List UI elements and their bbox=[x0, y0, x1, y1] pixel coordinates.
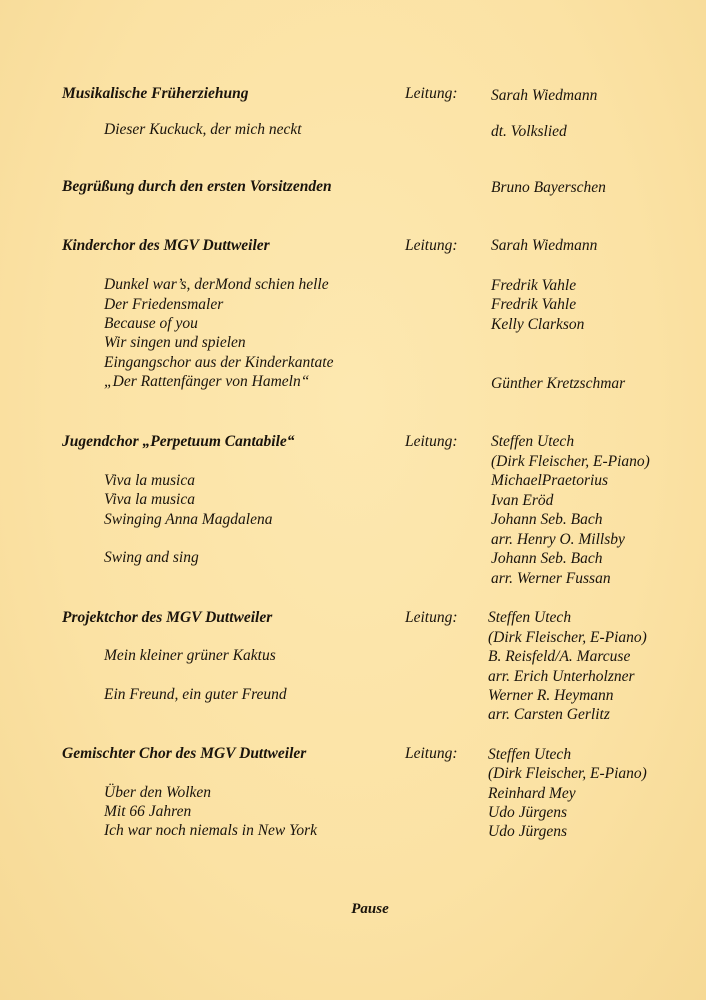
accompanist: (Dirk Fleischer, E-Piano) bbox=[488, 765, 647, 782]
composer: arr. Werner Fussan bbox=[491, 570, 611, 587]
leitung-label: Leitung: bbox=[405, 237, 458, 254]
leitung-label: Leitung: bbox=[405, 745, 458, 762]
composer: Fredrik Vahle bbox=[491, 277, 577, 294]
composer: Udo Jürgens bbox=[488, 804, 568, 821]
song-title: Der Friedensmaler bbox=[104, 296, 224, 313]
section-heading: Begrüßung durch den ersten Vorsitzenden bbox=[62, 178, 332, 195]
composer: Reinhard Mey bbox=[488, 785, 576, 802]
composer: Johann Seb. Bach bbox=[491, 511, 603, 528]
section-heading: Projektchor des MGV Duttweiler bbox=[62, 609, 273, 626]
composer: arr. Erich Unterholzner bbox=[488, 668, 635, 685]
leitung-name: Steffen Utech bbox=[488, 746, 572, 763]
composer: arr. Carsten Gerlitz bbox=[488, 706, 610, 723]
speaker-name: Bruno Bayerschen bbox=[491, 179, 606, 196]
composer: dt. Volkslied bbox=[491, 123, 567, 140]
composer: arr. Henry O. Millsby bbox=[491, 531, 625, 548]
leitung-name: Steffen Utech bbox=[491, 433, 575, 450]
song-title: „Der Rattenfänger von Hameln“ bbox=[104, 373, 310, 390]
section-heading: Jugendchor „Perpetuum Cantabile“ bbox=[62, 433, 295, 450]
pause-label: Pause bbox=[351, 901, 389, 917]
song-title: Viva la musica bbox=[104, 472, 195, 489]
song-title: Viva la musica bbox=[104, 491, 195, 508]
leitung-name: Sarah Wiedmann bbox=[491, 87, 598, 104]
song-title: Über den Wolken bbox=[104, 784, 212, 801]
composer: Johann Seb. Bach bbox=[491, 550, 603, 567]
section-heading: Kinderchor des MGV Duttweiler bbox=[62, 237, 270, 254]
composer: B. Reisfeld/A. Marcuse bbox=[488, 648, 631, 665]
leitung-label: Leitung: bbox=[405, 85, 458, 102]
composer: Fredrik Vahle bbox=[491, 296, 577, 313]
section-heading: Gemischter Chor des MGV Duttweiler bbox=[62, 745, 307, 762]
composer: Günther Kretzschmar bbox=[491, 375, 626, 392]
leitung-label: Leitung: bbox=[405, 433, 458, 450]
song-title: Dieser Kuckuck, der mich neckt bbox=[104, 121, 302, 138]
song-title: Dunkel war’s, derMond schien helle bbox=[104, 276, 329, 293]
song-title: Wir singen und spielen bbox=[104, 334, 246, 351]
leitung-name: Sarah Wiedmann bbox=[491, 237, 598, 254]
song-title: Eingangschor aus der Kinderkantate bbox=[104, 354, 334, 371]
accompanist: (Dirk Fleischer, E-Piano) bbox=[491, 453, 650, 470]
song-title: Mein kleiner grüner Kaktus bbox=[104, 647, 276, 664]
leitung-name: Steffen Utech bbox=[488, 609, 572, 626]
composer: Kelly Clarkson bbox=[491, 316, 585, 333]
leitung-label: Leitung: bbox=[405, 609, 458, 626]
song-title: Ich war noch niemals in New York bbox=[104, 822, 317, 839]
composer: MichaelPraetorius bbox=[491, 472, 609, 489]
section-heading: Musikalische Früherziehung bbox=[62, 85, 249, 102]
song-title: Swinging Anna Magdalena bbox=[104, 511, 273, 528]
song-title: Mit 66 Jahren bbox=[104, 803, 192, 820]
song-title: Because of you bbox=[104, 315, 198, 332]
composer: Ivan Eröd bbox=[491, 492, 554, 509]
composer: Udo Jürgens bbox=[488, 823, 568, 840]
song-title: Ein Freund, ein guter Freund bbox=[104, 686, 287, 703]
accompanist: (Dirk Fleischer, E-Piano) bbox=[488, 629, 647, 646]
song-title: Swing and sing bbox=[104, 549, 199, 566]
composer: Werner R. Heymann bbox=[488, 687, 614, 704]
